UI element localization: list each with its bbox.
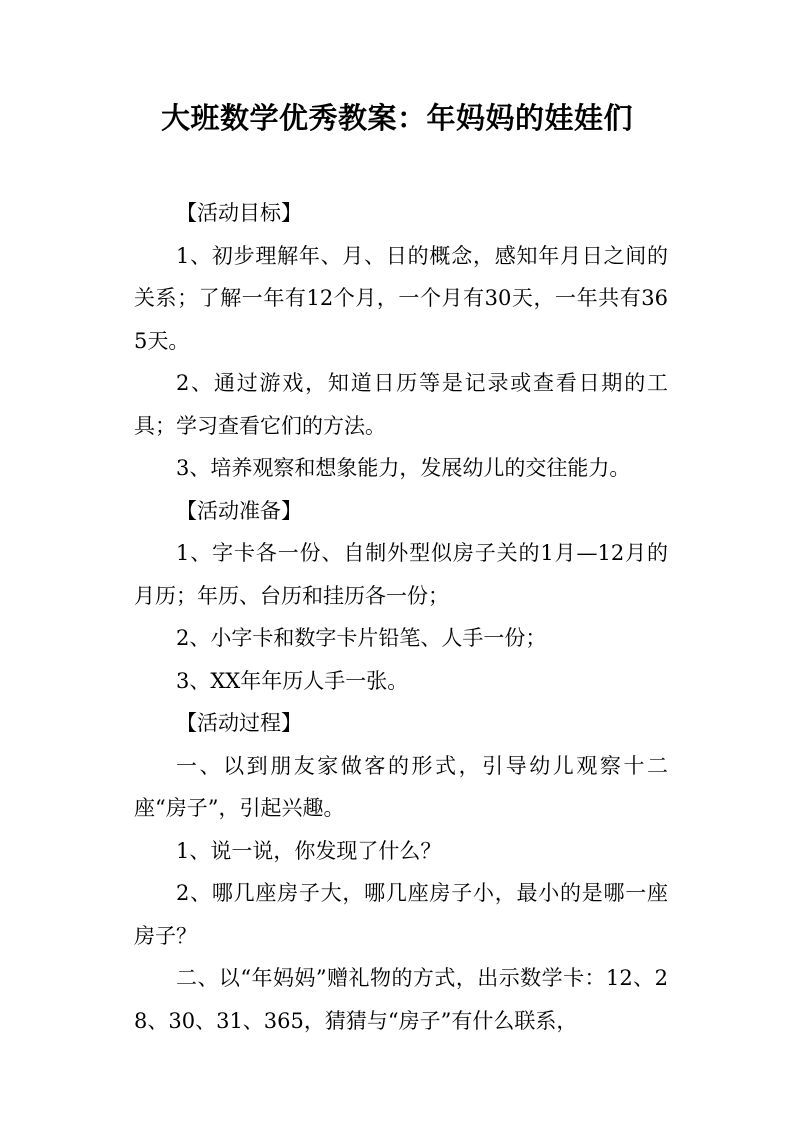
document-title: 大班数学优秀教案：年妈妈的娃娃们: [160, 101, 633, 135]
section-heading-preparation: 【活动准备】: [176, 498, 302, 523]
paragraph-process-2: 1、说一说，你发现了什么？: [176, 838, 442, 863]
paragraph-goal-2: 2、通过游戏，知道日历等是记录或查看日期的工具；学习查看它们的方法。: [134, 371, 668, 438]
paragraph-goal-1: 1、初步理解年、月、日的概念，感知年月日之间的关系；了解一年有12个月，一个月有30天，一年共有365天。: [134, 243, 668, 353]
section-heading-goals: 【活动目标】: [176, 201, 302, 225]
section-heading-process: 【活动过程】: [176, 711, 302, 735]
paragraph-prep-1: 1、字卡各一份、自制外型似房子关的1月—12月的月历；年历、台历和挂历各一份；: [134, 541, 668, 608]
paragraph-process-3: 2、哪几座房子大，哪几座房子小，最小的是哪一座房子？: [134, 881, 668, 948]
paragraph-prep-2: 2、小字卡和数字卡片铅笔、人手一份；: [176, 626, 547, 650]
document-body: [134, 192, 668, 1042]
paragraph-process-1: 一、以到朋友家做客的形式，引导幼儿观察十二座“房子”，引起兴趣。: [134, 753, 668, 820]
paragraph-prep-3: 3、XX年年历人手一张。: [176, 668, 409, 693]
paragraph-process-4: 二、以“年妈妈”赠礼物的方式，出示数学卡：12、28、30、31、365，猜猜与“房子”有什么联系，: [134, 966, 668, 1033]
paragraph-goal-3: 3、培养观察和想象能力，发展幼儿的交往能力。: [176, 456, 631, 480]
